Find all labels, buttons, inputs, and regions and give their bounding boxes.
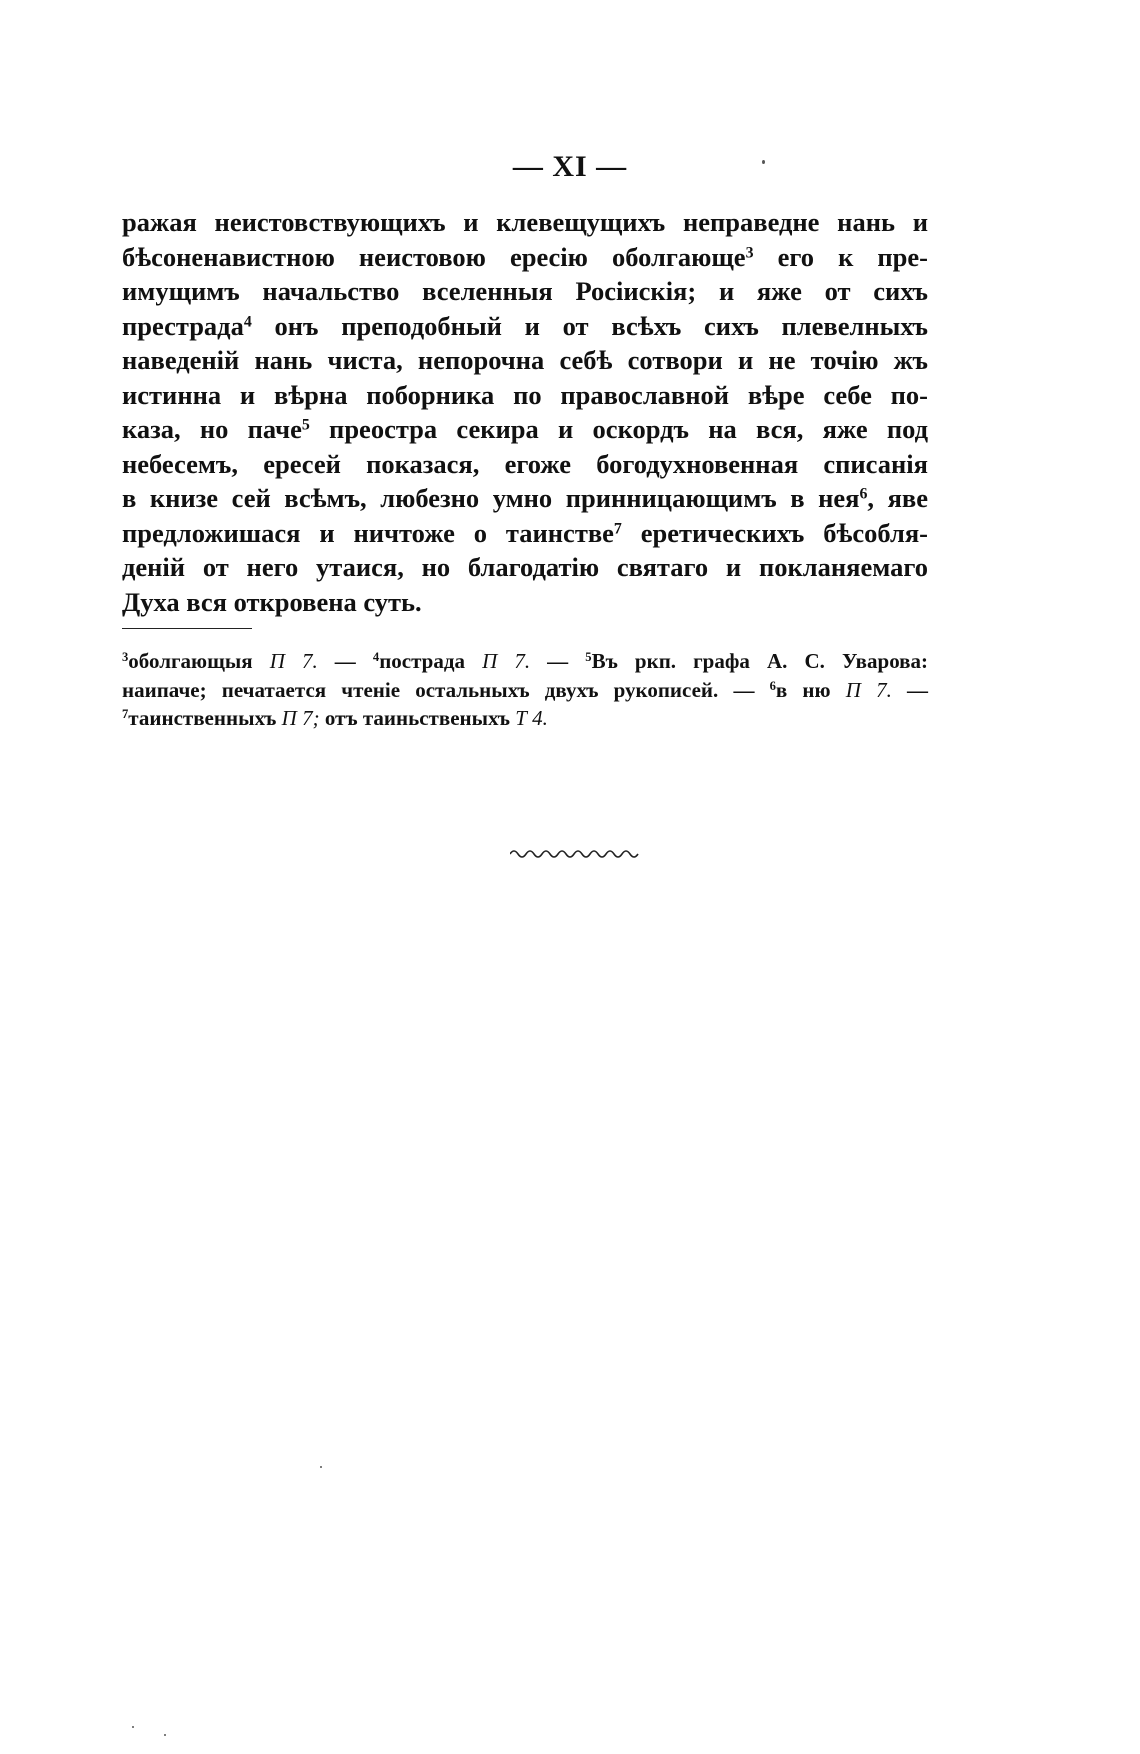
manuscript-siglum: П 7.	[482, 649, 531, 673]
text-segment: наведеній нань чиста, непорочна себѣ сотвори и не точію жъ	[122, 345, 928, 375]
page-number: — XI —	[512, 150, 628, 183]
footnote-marker: 4	[243, 312, 252, 330]
text-segment: каза, но паче	[122, 414, 302, 444]
main-text-block	[122, 205, 928, 619]
paper-speck	[132, 1726, 134, 1728]
text-segment: Духа вся откровена суть.	[122, 586, 422, 617]
text-segment: истинна и вѣрна поборника по православной вѣре себе по-	[122, 379, 928, 410]
text-line	[122, 585, 928, 620]
text-segment: его к пре-	[753, 241, 929, 272]
paper-speck	[762, 160, 765, 164]
manuscript-siglum: Т 4.	[515, 706, 548, 730]
footnote-marker: 7	[613, 519, 622, 537]
footnotes-block	[122, 647, 928, 733]
text-segment: —	[530, 649, 586, 673]
text-segment: деній от него утаися, но благодатію святаго и покланяемаго	[122, 552, 928, 582]
text-line	[122, 516, 928, 551]
text-segment: предложишася и ничтоже о таинстве	[122, 517, 614, 548]
footnote-marker: 3	[122, 650, 129, 665]
manuscript-siglum: П 7.	[269, 649, 318, 673]
text-line	[122, 274, 928, 309]
text-line	[122, 447, 928, 482]
footnote-marker: 6	[859, 485, 868, 503]
text-line	[122, 550, 928, 585]
text-segment: еретическихъ бѣсобля-	[621, 517, 928, 548]
text-line	[122, 481, 928, 516]
paper-speck	[164, 1734, 166, 1736]
text-line	[122, 412, 928, 447]
text-segment: в ню	[775, 677, 846, 702]
text-line	[122, 240, 928, 275]
text-segment: —	[891, 677, 929, 702]
text-segment: бѣсоненавистною неистовою ересію оболгающе	[122, 241, 746, 272]
footnote-separator-rule	[122, 628, 252, 629]
text-line	[122, 309, 928, 344]
text-segment: , яве	[867, 483, 928, 513]
footnote-marker: 4	[372, 650, 380, 665]
text-segment: оболгающыя	[128, 649, 270, 673]
text-segment: Въ ркп. графа А. С. Уварова:	[591, 649, 929, 673]
text-segment: имущимъ начальство вселенныя Росіискія; и яже от сихъ	[122, 276, 928, 306]
wavy-ornament-divider	[510, 848, 640, 862]
text-segment: в книзе сей всѣмъ, любезно умно принницающимъ в нея	[122, 483, 860, 513]
text-segment: ражая неистовствующихъ и клевещущихъ неправедне нань и	[122, 207, 928, 237]
text-segment: пострада	[379, 649, 483, 673]
footnote-marker: 6	[769, 678, 776, 693]
text-segment: преостра секира и оскордъ на вся, яже под	[309, 414, 928, 444]
footnote-marker: 5	[301, 416, 310, 434]
text-segment: таинственныхъ	[128, 706, 282, 730]
manuscript-siglum: П 7.	[845, 677, 892, 702]
manuscript-siglum: П 7;	[281, 706, 320, 730]
text-line	[122, 343, 928, 378]
text-line	[122, 205, 928, 240]
text-segment: небесемъ, ересей показася, егоже богодухновенная списанія	[122, 448, 928, 479]
footnote-marker: 3	[745, 243, 754, 261]
footnote-line	[122, 676, 928, 705]
footnote-marker: 5	[585, 650, 592, 665]
footnote-marker: 7	[122, 707, 129, 722]
text-segment: онъ преподобный и от всѣхъ сихъ плевелныхъ	[251, 310, 928, 341]
paper-speck	[320, 1466, 322, 1468]
text-segment: престрада	[122, 310, 244, 341]
text-segment: наипаче; печатается чтеніе остальныхъ двухъ рукописей. —	[122, 677, 770, 702]
footnote-line	[122, 704, 928, 733]
footnote-line	[122, 647, 928, 676]
text-line	[122, 378, 928, 413]
text-segment: отъ таиньственыхъ	[319, 706, 516, 730]
text-segment: —	[317, 649, 373, 673]
